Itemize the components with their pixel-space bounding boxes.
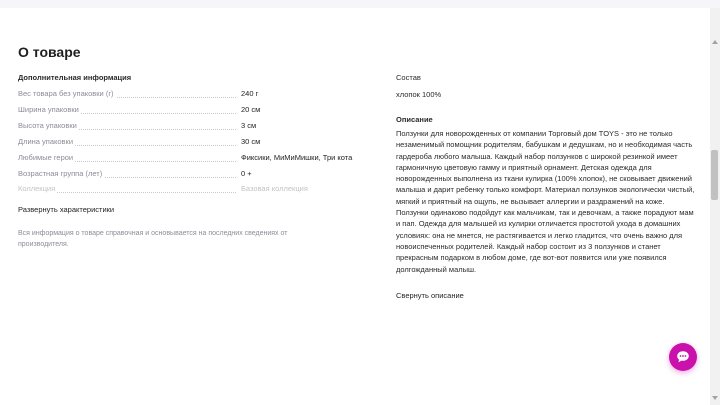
spec-row	[18, 89, 378, 99]
section-title: О товаре	[18, 44, 81, 60]
scrollbar-thumb[interactable]	[711, 150, 718, 200]
spec-label: Возрастная группа (лет)	[18, 169, 103, 178]
expand-specs-button[interactable]: Развернуть характеристики	[18, 205, 115, 214]
composition-heading: Состав	[396, 73, 421, 82]
spec-label: Ширина упаковки	[18, 105, 79, 114]
spec-label: Высота упаковки	[18, 121, 77, 130]
chat-icon	[675, 349, 691, 365]
spec-value: 0 +	[241, 169, 252, 178]
spec-value: 20 см	[241, 105, 261, 114]
spec-value: 30 см	[241, 137, 261, 146]
spec-row	[18, 169, 378, 179]
spec-row	[18, 153, 378, 163]
spec-value: 240 г	[241, 89, 259, 98]
spec-label: Коллекция	[18, 184, 56, 193]
spec-row	[18, 121, 378, 131]
spec-row	[18, 184, 378, 194]
top-band	[0, 0, 720, 8]
spec-value: Базовая коллекция	[241, 184, 308, 193]
scroll-down-arrow-icon[interactable]	[712, 396, 718, 400]
spec-value: 3 см	[241, 121, 257, 130]
spec-label: Длина упаковки	[18, 137, 74, 146]
composition-value: хлопок 100%	[396, 90, 442, 99]
spec-label: Любимые герои	[18, 153, 74, 162]
chat-button[interactable]	[669, 343, 697, 371]
collapse-description-button[interactable]: Свернуть описание	[396, 291, 464, 300]
scroll-up-arrow-icon[interactable]	[712, 40, 718, 44]
spec-value: Фиксики, МиМиМишки, Три кота	[241, 153, 353, 162]
description-heading: Описание	[396, 115, 433, 124]
disclaimer-text: Вся информация о товаре справочная и основывается на последних сведениях от производителя.	[18, 230, 288, 248]
description-text: Ползунки для новорожденных от компании Торговый дом TOYS - это не только незаменимый помощник родителям, бабушкам и дедушкам, но и необходимая часть гардероба любого малыша. Каждый набор ползунков с широкой резинкой имеет гармоничную цветовую гамму и приятный орнамент. Детская одежда для новорожденных выполнена из ткани кулирка (100% хлопок), не сковывает движений малыша и дарит ребенку только комфорт. Материал ползунков экологически чистый, мягкий и приятный на ощупь, не вызывает аллергии и раздражений на коже. Ползунки одинаково подойдут как мальчикам, так и девочкам, а также порадуют мам и пап. Одежда для малышей из кулирки отличается простотой ухода в домашних условиях: она не мнется, не растягивается и легко гладится, что очень важно для новоиспеченных родителей. Каждый набор состоит из 3 ползунков и станет прекрасным подарком в любом доме, где вот-вот появится или уже появился долгожданный малыш.	[396, 129, 695, 274]
scrollbar-track[interactable]	[710, 8, 720, 405]
spec-label: Вес товара без упаковки (г)	[18, 89, 114, 98]
additional-info-heading: Дополнительная информация	[18, 73, 132, 82]
spec-row	[18, 137, 378, 147]
spec-row	[18, 105, 378, 115]
